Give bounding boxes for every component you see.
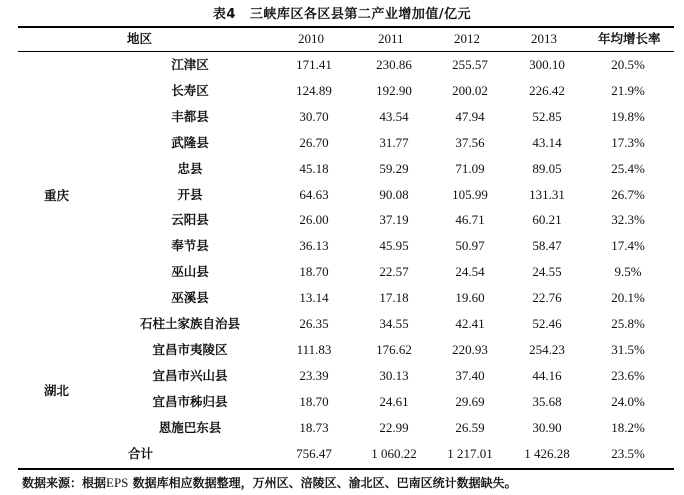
county-name: 宜昌市夷陵区: [152, 341, 228, 357]
header-year-2013: 2013: [531, 31, 557, 46]
value-cell: 47.94: [455, 108, 485, 124]
value-cell: 17.18: [379, 290, 409, 306]
table-row: [0, 78, 684, 104]
value-cell: 24.61: [379, 393, 409, 409]
value-cell: 176.62: [376, 341, 412, 357]
county-name: 巫溪县: [171, 290, 209, 306]
value-cell: 31.77: [379, 134, 409, 150]
county-name: 恩施巴东县: [158, 419, 222, 435]
value-cell: 90.08: [379, 186, 409, 202]
value-cell: 226.42: [529, 82, 565, 98]
value-cell: 52.85: [532, 108, 562, 124]
growth-cell: 32.3%: [611, 212, 645, 228]
table-number: 表4: [212, 7, 236, 22]
value-cell: 30.13: [379, 367, 409, 383]
table-row: [0, 207, 684, 233]
growth-cell: 21.9%: [611, 82, 645, 98]
county-name: 巫山县: [171, 264, 209, 280]
growth-cell: 9.5%: [614, 264, 642, 280]
county-name: 忠县: [177, 160, 203, 176]
value-cell: 50.97: [455, 238, 485, 254]
value-cell: 36.13: [299, 238, 329, 254]
table-title-text: 三峡库区各区县第二产业增加值/亿元: [249, 7, 472, 22]
value-cell: 42.41: [455, 316, 485, 331]
county-name: 宜昌市秭归县: [152, 393, 228, 409]
growth-cell: 20.1%: [611, 290, 645, 306]
header-year-2011: 2011: [378, 31, 404, 46]
value-cell: 26.35: [299, 316, 329, 331]
note-prefix: 数据来源：根据: [22, 476, 107, 490]
value-cell: 35.68: [532, 393, 562, 409]
growth-cell: 25.4%: [611, 160, 645, 176]
value-cell: 44.16: [532, 367, 562, 383]
county-name: 合计: [128, 445, 154, 461]
growth-cell: 24.0%: [611, 393, 645, 409]
note-suffix: 数据库相应数据整理，万州区、涪陵区、渝北区、巴南区统计数据缺失。: [132, 476, 517, 490]
value-cell: 59.29: [379, 160, 409, 176]
table-row: [0, 285, 684, 311]
value-cell: 111.83: [296, 341, 332, 357]
value-cell: 34.55: [379, 316, 409, 331]
header-year-2012: 2012: [454, 31, 480, 46]
value-cell: 58.47: [532, 238, 562, 254]
value-cell: 71.09: [455, 160, 485, 176]
value-cell: 131.31: [529, 186, 565, 202]
growth-cell: 26.7%: [611, 186, 645, 202]
value-cell: 230.86: [376, 57, 412, 72]
growth-cell: 17.4%: [611, 238, 645, 254]
value-cell: 24.54: [455, 264, 485, 280]
value-cell: 18.70: [299, 393, 329, 409]
table-row: [0, 233, 684, 259]
table-row: [0, 130, 684, 156]
table-row: [0, 104, 684, 130]
table-row: [0, 441, 684, 467]
value-cell: 89.05: [532, 160, 562, 176]
value-cell: 60.21: [532, 212, 562, 228]
table-row: [0, 363, 684, 389]
value-cell: 105.99: [452, 186, 488, 202]
table-row: [0, 337, 684, 363]
value-cell: 30.70: [299, 108, 329, 124]
table-row: [0, 156, 684, 182]
table-row: [0, 311, 684, 337]
value-cell: 45.95: [379, 238, 409, 254]
value-cell: 254.23: [529, 341, 565, 357]
value-cell: 43.54: [379, 108, 409, 124]
value-cell: 13.14: [299, 290, 329, 306]
value-cell: 26.70: [299, 134, 329, 150]
value-cell: 18.73: [299, 419, 329, 435]
value-cell: 26.59: [455, 419, 485, 435]
value-cell: 37.19: [379, 212, 409, 228]
county-name: 江津区: [171, 57, 209, 72]
table-row: [0, 389, 684, 415]
table-title: [0, 3, 684, 22]
value-cell: 200.02: [452, 82, 488, 98]
value-cell: 37.40: [455, 367, 485, 383]
value-cell: 52.46: [532, 316, 562, 331]
value-cell: 1 426.28: [524, 445, 570, 461]
region-chongqing: 重庆: [44, 188, 70, 203]
county-name: 宜昌市兴山县: [152, 367, 228, 383]
county-name: 丰都县: [171, 108, 209, 124]
value-cell: 46.71: [455, 212, 485, 228]
source-note: [22, 474, 517, 491]
value-cell: 756.47: [296, 445, 332, 461]
value-cell: 37.56: [455, 134, 485, 150]
top-rule: [18, 26, 674, 28]
growth-cell: 23.6%: [611, 367, 645, 383]
value-cell: 255.57: [452, 57, 488, 72]
value-cell: 22.57: [379, 264, 409, 280]
value-cell: 24.55: [532, 264, 562, 280]
growth-cell: 17.3%: [611, 134, 645, 150]
county-name: 开县: [177, 186, 203, 202]
header-year-2010: 2010: [298, 31, 324, 46]
growth-cell: 20.5%: [611, 57, 645, 72]
value-cell: 171.41: [296, 57, 332, 72]
region-hubei: 湖北: [44, 383, 70, 398]
value-cell: 18.70: [299, 264, 329, 280]
bottom-rule: [18, 468, 674, 470]
growth-cell: 31.5%: [611, 341, 645, 357]
value-cell: 45.18: [299, 160, 329, 176]
county-name: 云阳县: [171, 212, 209, 228]
table-row: [0, 52, 684, 78]
table-row: [0, 182, 684, 208]
table-row: [0, 259, 684, 285]
value-cell: 29.69: [455, 393, 485, 409]
value-cell: 26.00: [299, 212, 329, 228]
value-cell: 192.90: [376, 82, 412, 98]
value-cell: 1 217.01: [447, 445, 493, 461]
county-name: 长寿区: [171, 82, 209, 98]
value-cell: 23.39: [299, 367, 329, 383]
value-cell: 30.90: [532, 419, 562, 435]
header-growth: 年均增长率: [598, 31, 661, 46]
value-cell: 300.10: [529, 57, 565, 72]
value-cell: 1 060.22: [371, 445, 417, 461]
growth-cell: 23.5%: [611, 445, 645, 461]
value-cell: 22.99: [379, 419, 409, 435]
value-cell: 43.14: [532, 134, 562, 150]
growth-cell: 18.2%: [611, 419, 645, 435]
value-cell: 64.63: [299, 186, 329, 202]
value-cell: 22.76: [532, 290, 562, 306]
note-eps: EPS: [106, 475, 129, 490]
value-cell: 220.93: [452, 341, 488, 357]
county-name: 石柱土家族自治县: [139, 316, 240, 331]
value-cell: 19.60: [455, 290, 485, 306]
growth-cell: 19.8%: [611, 108, 645, 124]
county-name: 奉节县: [171, 238, 209, 254]
value-cell: 124.89: [296, 82, 332, 98]
county-name: 武隆县: [171, 134, 209, 150]
header-region: 地区: [127, 31, 153, 46]
growth-cell: 25.8%: [611, 316, 645, 331]
table-row: [0, 415, 684, 441]
